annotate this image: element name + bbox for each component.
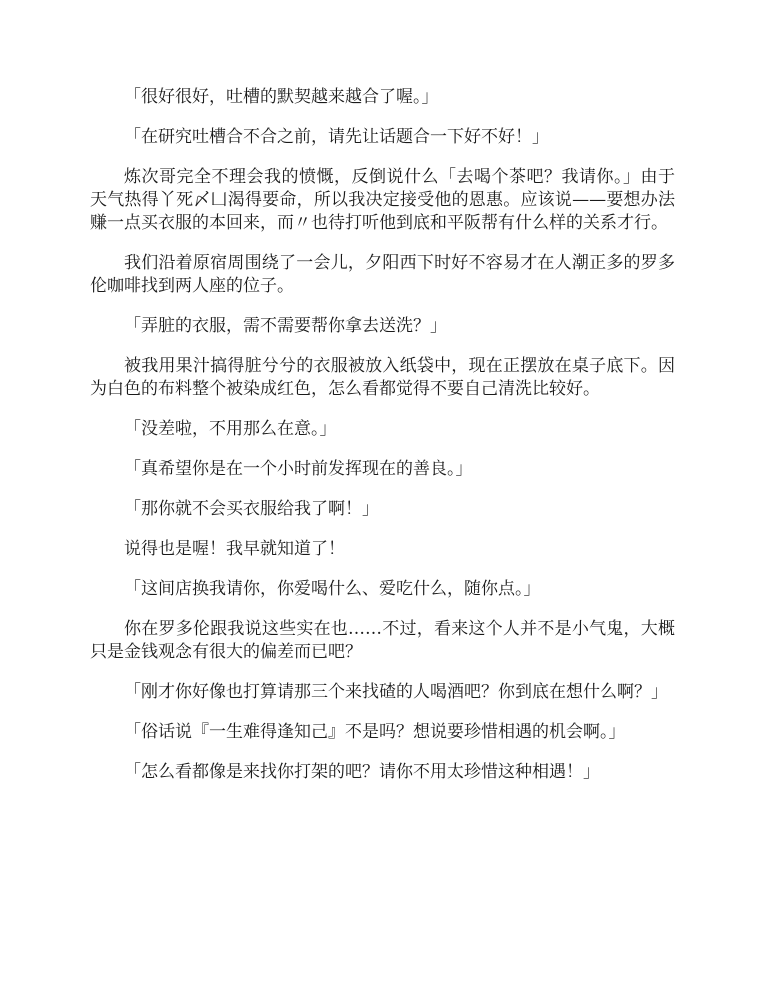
paragraph-3: 炼次哥完全不理会我的愤慨，反倒说什么「去喝个茶吧？我请你。」由于天气热得丫死〆凵渴得要命，所以我决定接受他的恩惠。应该说——要想办法赚一点买衣服的本回来，而〃也待打听他到底和平阪帮有什么样的关系才行。 xyxy=(90,167,675,233)
paragraph-5: 「弄脏的衣服，需不需要帮你拿去送洗？」 xyxy=(124,316,447,336)
paragraph-7: 「没差啦，不用那么在意。」 xyxy=(124,419,337,439)
paragraph-14: 「俗话说『一生难得逢知己』不是吗？想说要珍惜相遇的机会啊。」 xyxy=(124,722,626,742)
paragraph-10: 说得也是喔！我早就知道了！ xyxy=(124,539,345,559)
paragraph-4: 我们沿着原宿周围绕了一会儿，夕阳西下时好不容易才在人潮正多的罗多伦咖啡找到两人座的位子。 xyxy=(90,253,675,296)
paragraph-2: 「在研究吐槽合不合之前，请先让话题合一下好不好！」 xyxy=(124,127,549,147)
paragraph-9: 「那你就不会买衣服给我了啊！」 xyxy=(124,499,379,519)
paragraph-12: 你在罗多伦跟我说这些实在也……不过，看来这个人并不是小气鬼，大概只是金钱观念有很大的偏差而已吧？ xyxy=(90,619,675,662)
paragraph-6: 被我用果汁搞得脏兮兮的衣服被放入纸袋中，现在正摆放在桌子底下。因为白色的布料整个被染成红色，怎么看都觉得不要自己清洗比较好。 xyxy=(90,356,675,399)
paragraph-13: 「刚才你好像也打算请那三个来找碴的人喝酒吧？你到底在想什么啊？」 xyxy=(124,682,668,702)
paragraph-15: 「怎么看都像是来找你打架的吧？请你不用太珍惜这种相遇！」 xyxy=(124,762,600,782)
paragraph-8: 「真希望你是在一个小时前发挥现在的善良。」 xyxy=(124,459,473,479)
paragraph-11: 「这间店换我请你，你爱喝什么、爱吃什么，随你点。」 xyxy=(124,579,541,599)
paragraph-1: 「很好很好，吐槽的默契越来越合了喔。」 xyxy=(124,87,439,107)
